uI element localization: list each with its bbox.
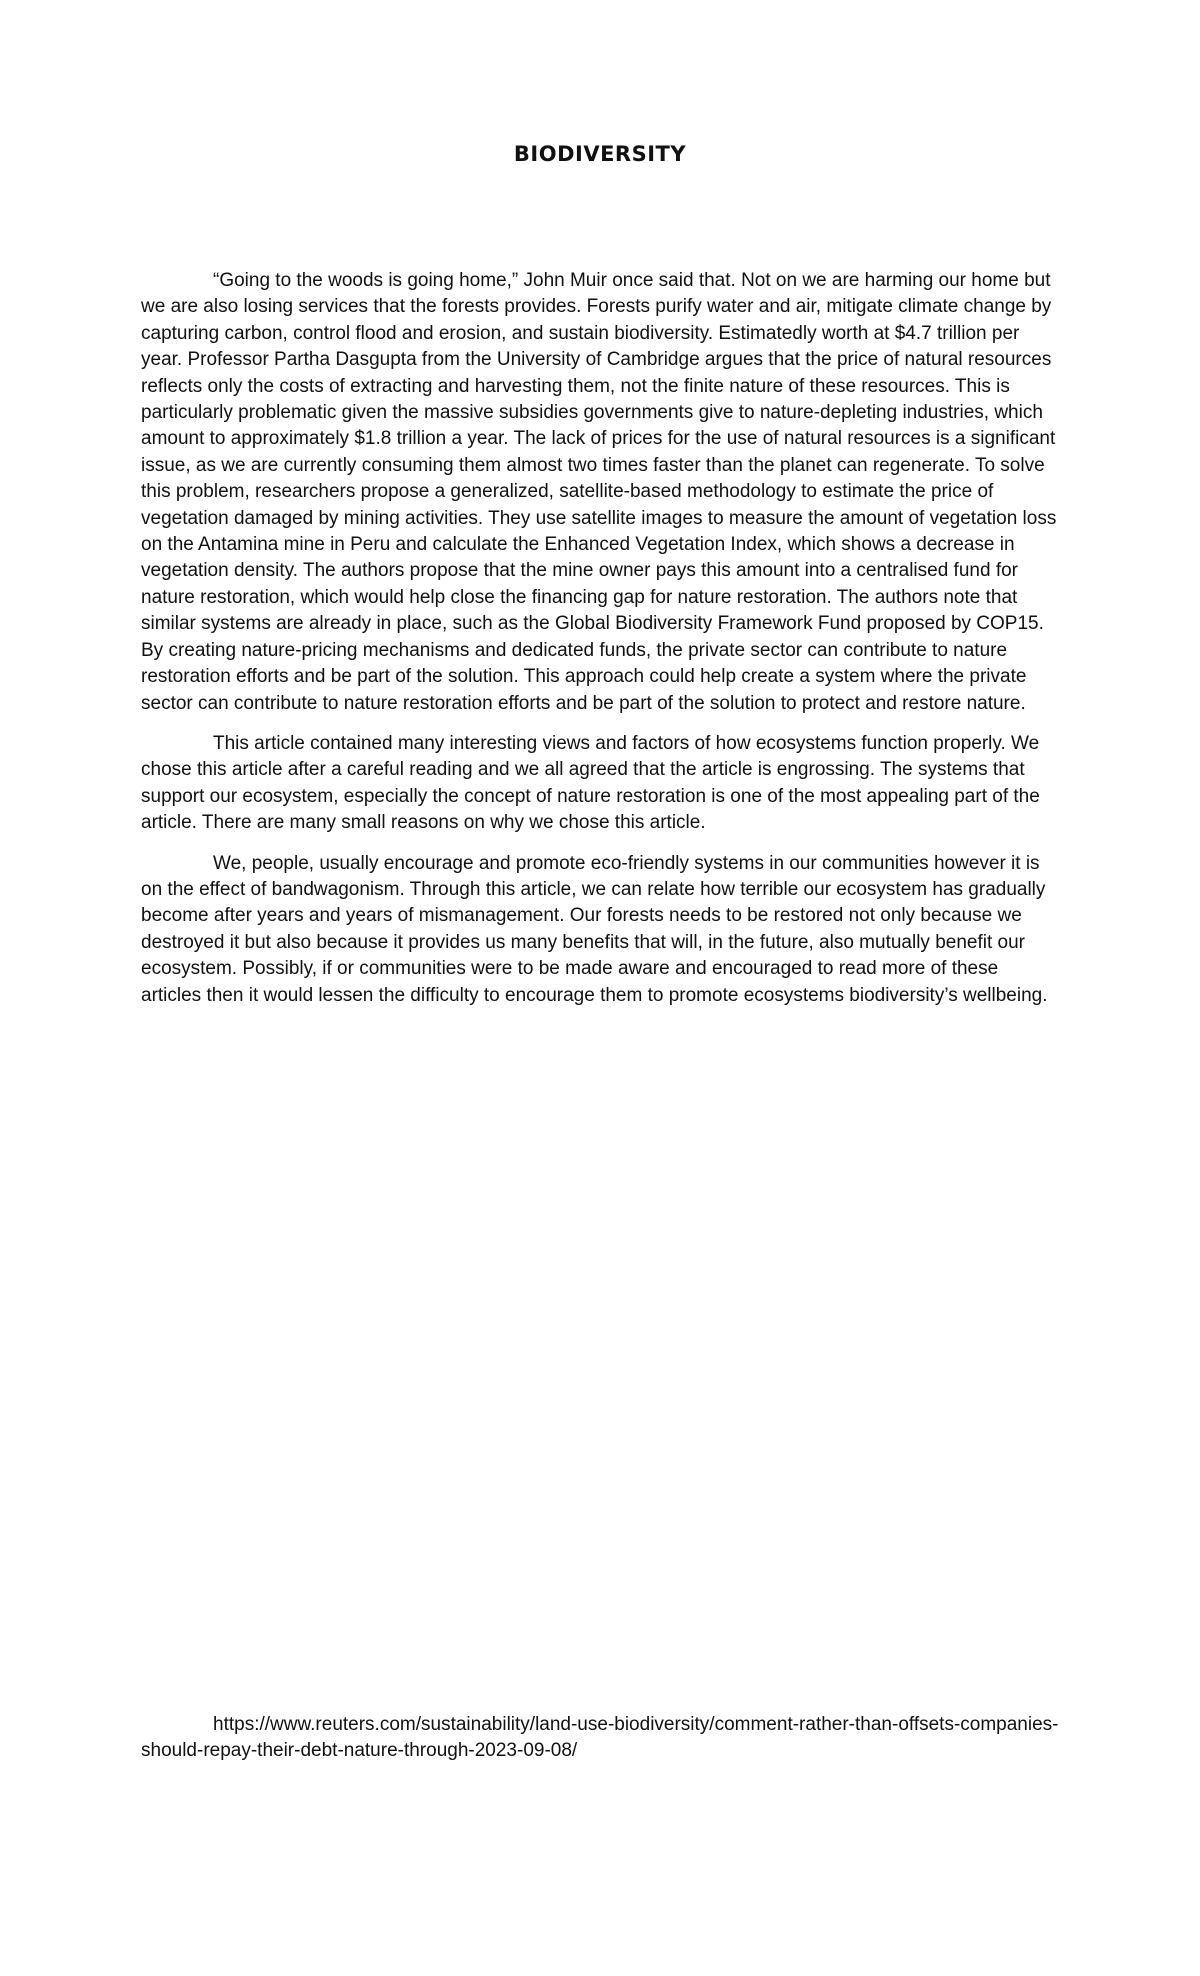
document-body: [141, 268, 1061, 1023]
document-title: BIODIVERSITY: [513, 142, 687, 166]
source-url: https://www.reuters.com/sustainability/land-use-biodiversity/comment-rather-than-offsets-companies-should-repay-their-debt-nature-through-2023-09-08/: [141, 1714, 1059, 1762]
paragraph-summary: “Going to the woods is going home,” John Muir once said that. Not on we are harming our home but we are also losing services that the forests provides. Forests purify water and air, mitigate climate change by capturing carbon, control flood and erosion, and sustain biodiversity. Estimatedly worth at $4.7 trillion per year. Professor Partha Dasgupta from the University of Cambridge argues that the price of natural resources reflects only the costs of extracting and harvesting them, not the finite nature of these resources. This is particularly problematic given the massive subsidies governments give to nature-depleting industries, which amount to approximately $1.8 trillion a year. The lack of prices for the use of natural resources is a significant issue, as we are currently consuming them almost two times faster than the planet can regenerate. To solve this problem, researchers propose a generalized, satellite-based methodology to estimate the price of vegetation damaged by mining activities. They use satellite images to measure the amount of vegetation loss on the Antamina mine in Peru and calculate the Enhanced Vegetation Index, which shows a decrease in vegetation density. The authors propose that the mine owner pays this amount into a centralised fund for nature restoration, which would help close the financing gap for nature restoration. The authors note that similar systems are already in place, such as the Global Biodiversity Framework Fund proposed by COP15. By creating nature-pricing mechanisms and dedicated funds, the private sector can contribute to nature restoration efforts and be part of the solution. This approach could help create a system where the private sector can contribute to nature restoration efforts and be part of the solution to protect and restore nature.: [141, 270, 1057, 714]
paragraph-reflection: We, people, usually encourage and promote eco-friendly systems in our communities however it is on the effect of bandwagonism. Through this article, we can relate how terrible our ecosystem has gradually become after years and years of mismanagement. Our forests needs to be restored not only because we destroyed it but also because it provides us many benefits that will, in the future, also mutually benefit our ecosystem. Possibly, if or communities were to be made aware and encouraged to read more of these articles then it would lessen the difficulty to encourage them to promote ecosystems biodiversity’s wellbeing.: [141, 852, 1048, 1006]
paragraph-reason: This article contained many interesting views and factors of how ecosystems function properly. We chose this article after a careful reading and we all agreed that the article is engrossing. The systems that support our ecosystem, especially the concept of nature restoration is one of the most appealing part of the article. There are many small reasons on why we chose this article.: [141, 732, 1040, 834]
